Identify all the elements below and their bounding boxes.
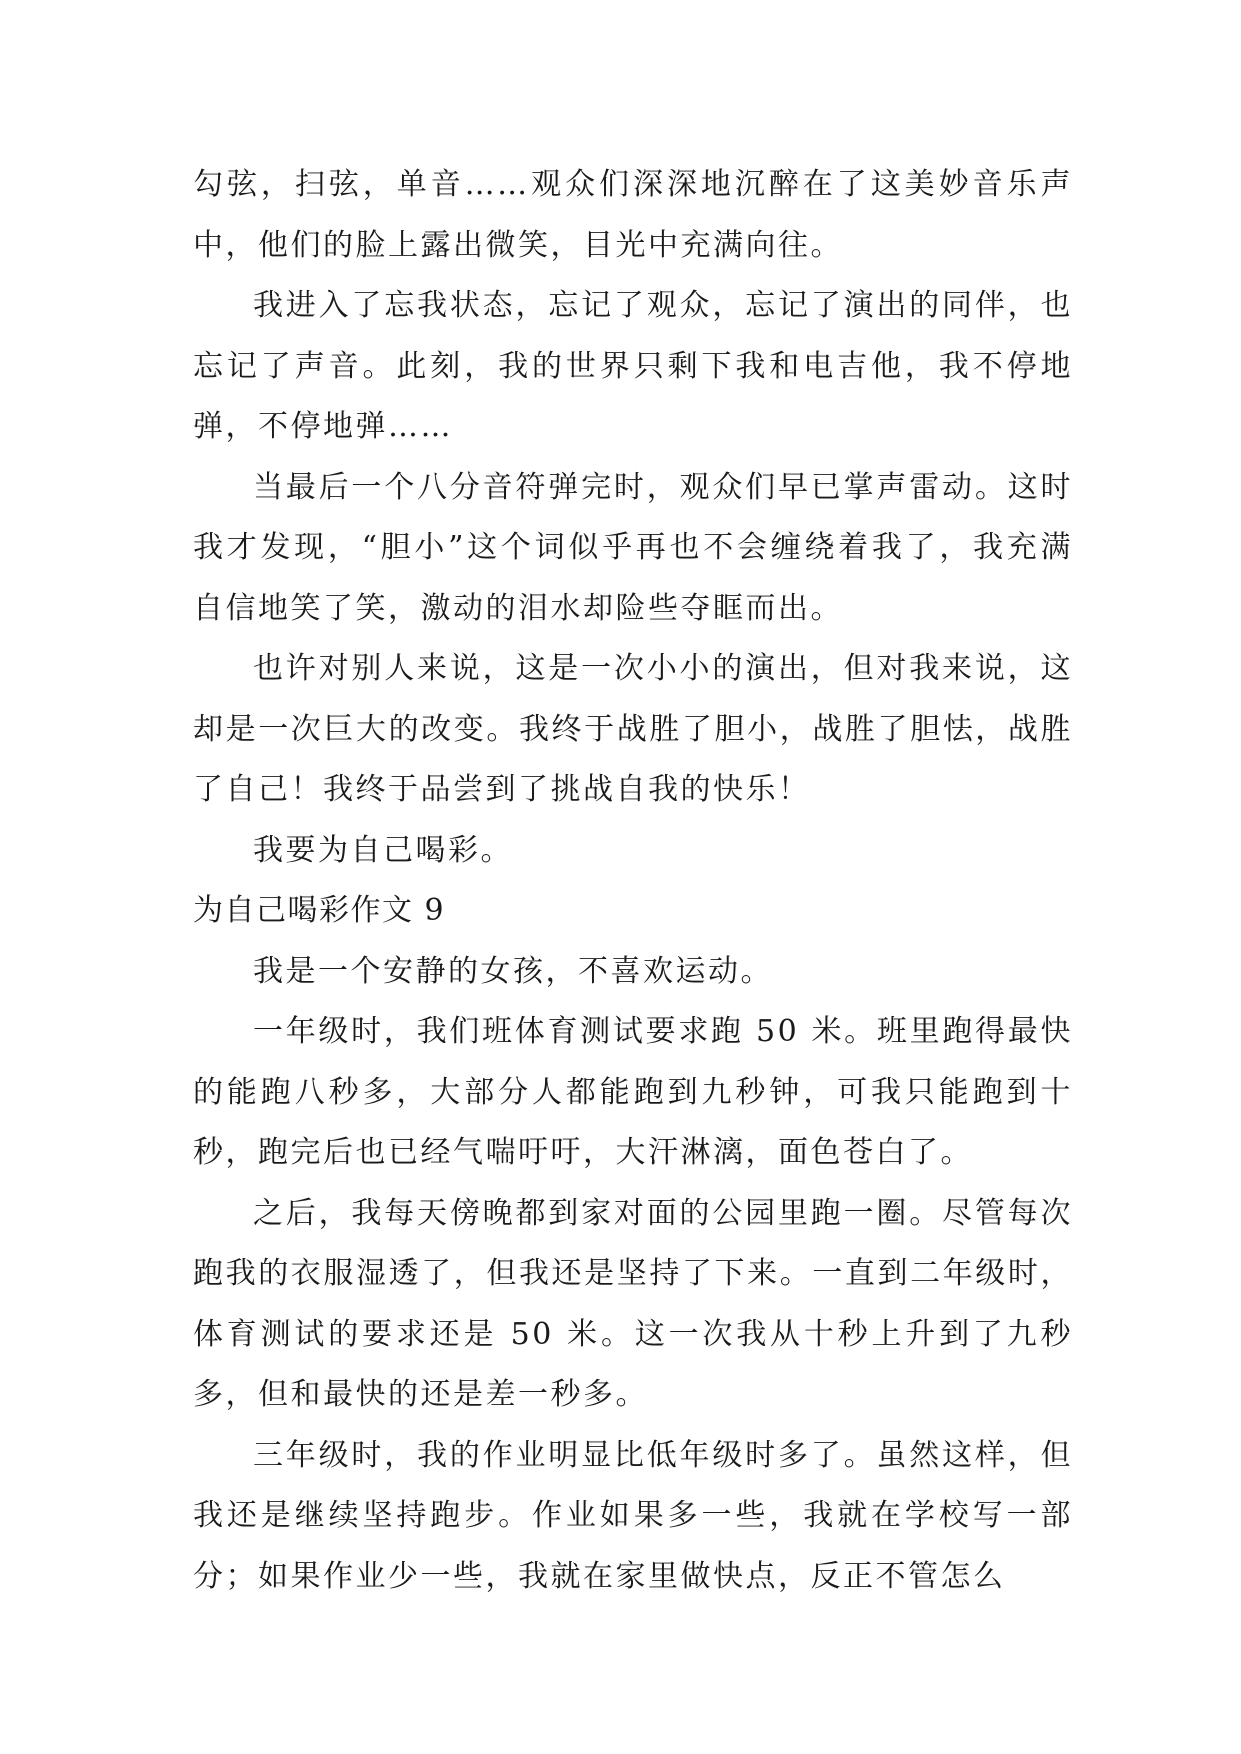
paragraph: 一年级时，我们班体育测试要求跑 50 米。班里跑得最快的能跑八秒多，大部分人都能跑到九秒钟，可我只能跑到十秒，跑完后也已经气喘吁吁，大汗淋漓，面色苍白了。 (193, 1014, 1073, 1170)
paragraph: 也许对别人来说，这是一次小小的演出，但对我来说，这却是一次巨大的改变。我终于战胜了胆小，战胜了胆怯，战胜了自己！我终于品尝到了挑战自我的快乐！ (193, 651, 1073, 807)
section-title: 为自己喝彩作文 9 (193, 893, 446, 928)
paragraph: 我要为自己喝彩。 (253, 832, 513, 868)
paragraph: 之后，我每天傍晚都到家对面的公园里跑一圈。尽管每次跑我的衣服湿透了，但我还是坚持了下来。一直到二年级时，体育测试的要求还是 50 米。这一次我从十秒上升到了九秒多，但和最快的还是差一秒多。 (193, 1195, 1073, 1412)
paragraph: 我是一个安静的女孩，不喜欢运动。 (253, 953, 773, 989)
document-body (193, 155, 1073, 1607)
paragraph: 当最后一个八分音符弹完时，观众们早已掌声雷动。这时我才发现，“胆小”这个词似乎再也不会缠绕着我了，我充满自信地笑了笑，激动的泪水却险些夺眶而出。 (193, 469, 1073, 626)
paragraph: 我进入了忘我状态，忘记了观众，忘记了演出的同伴，也忘记了声音。此刻，我的世界只剩下我和电吉他，我不停地弹，不停地弹…… (193, 288, 1073, 444)
paragraph: 三年级时，我的作业明显比低年级时多了。虽然这样，但我还是继续坚持跑步。作业如果多一些，我就在学校写一部分；如果作业少一些，我就在家里做快点，反正不管怎么 (193, 1437, 1073, 1594)
paragraph-continued: 勾弦，扫弦，单音……观众们深深地沉醉在了这美妙音乐声中，他们的脸上露出微笑，目光中充满向往。 (193, 167, 1073, 263)
